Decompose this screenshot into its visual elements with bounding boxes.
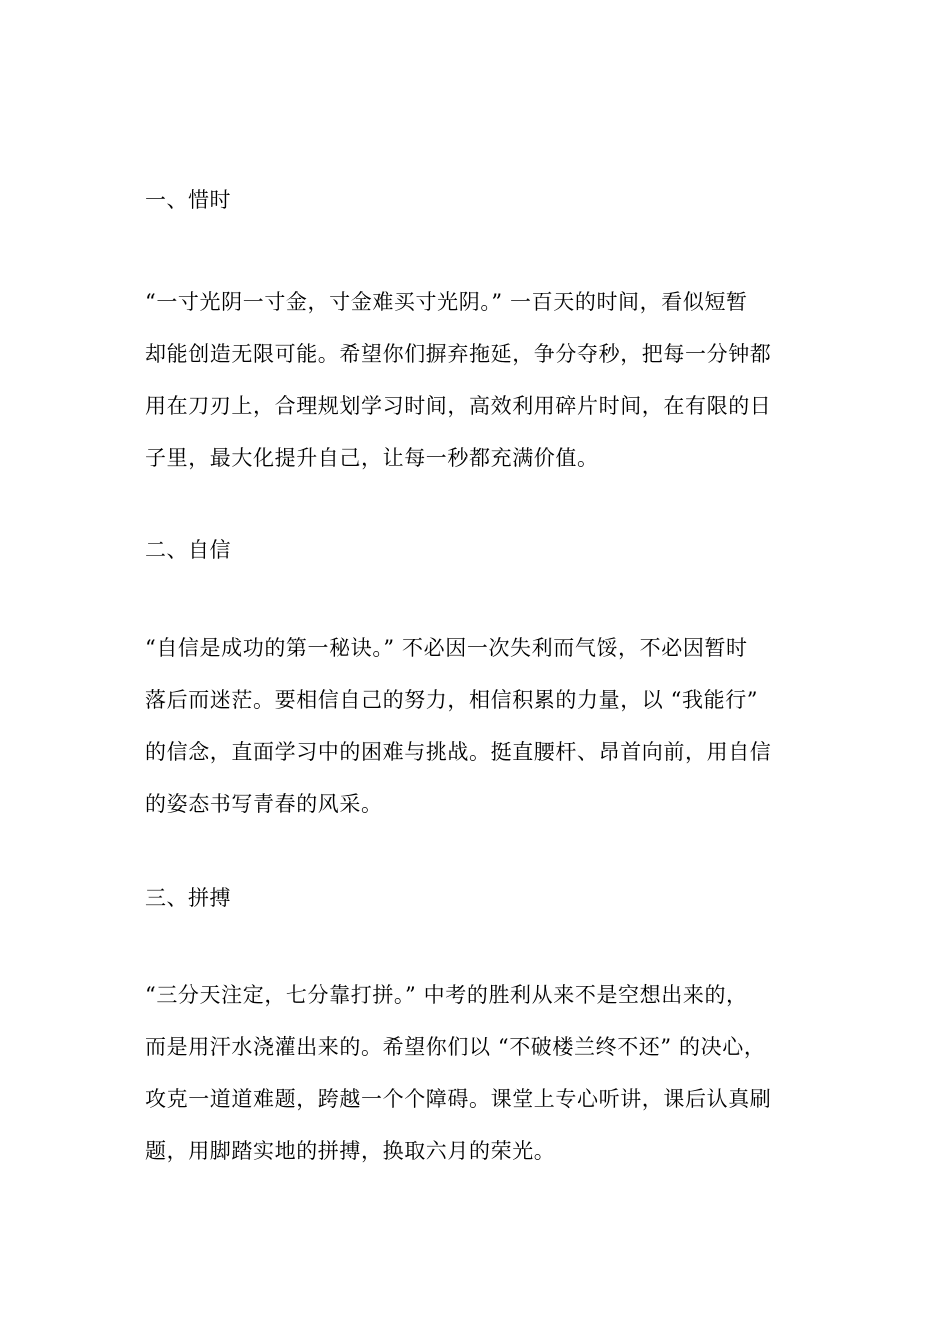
paragraph-line: 题，用脚踏实地的拼搏，换取六月的荣光。 (145, 1139, 556, 1163)
paragraph-line: 却能创造无限可能。希望你们摒弃拖延，争分夺秒，把每一分钟都 (145, 342, 772, 366)
paragraph-line: 用在刀刃上，合理规划学习时间，高效利用碎片时间，在有限的日 (145, 394, 772, 418)
section-paragraph-cherish-time (145, 276, 825, 484)
section-heading-cherish-time: 一、惜时 (145, 188, 231, 212)
section-paragraph-confidence (145, 622, 825, 830)
section-paragraph-striving (145, 969, 825, 1177)
paragraph-line: “自信是成功的第一秘诀。” 不必因一次失利而气馁，不必因暂时 (145, 636, 748, 660)
paragraph-line: “三分天注定，七分靠打拼。” 中考的胜利从来不是空想出来的， (145, 983, 748, 1007)
section-heading-striving: 三、拼搏 (145, 886, 231, 910)
paragraph-line: 攻克一道道难题，跨越一个个障碍。课堂上专心听讲，课后认真刷 (145, 1087, 772, 1111)
paragraph-line: 子里，最大化提升自己，让每一秒都充满价值。 (145, 446, 599, 470)
paragraph-line: 的信念，直面学习中的困难与挑战。挺直腰杆、昂首向前，用自信 (145, 740, 772, 764)
section-heading-confidence: 二、自信 (145, 538, 231, 562)
paragraph-line: 的姿态书写青春的风采。 (145, 792, 383, 816)
paragraph-line: 落后而迷茫。要相信自己的努力，相信积累的力量，以 “我能行” (145, 688, 759, 712)
paragraph-line: “一寸光阴一寸金，寸金难买寸光阴。” 一百天的时间，看似短暂 (145, 290, 748, 314)
paragraph-line: 而是用汗水浇灌出来的。希望你们以 “不破楼兰终不还” 的决心， (145, 1035, 766, 1059)
